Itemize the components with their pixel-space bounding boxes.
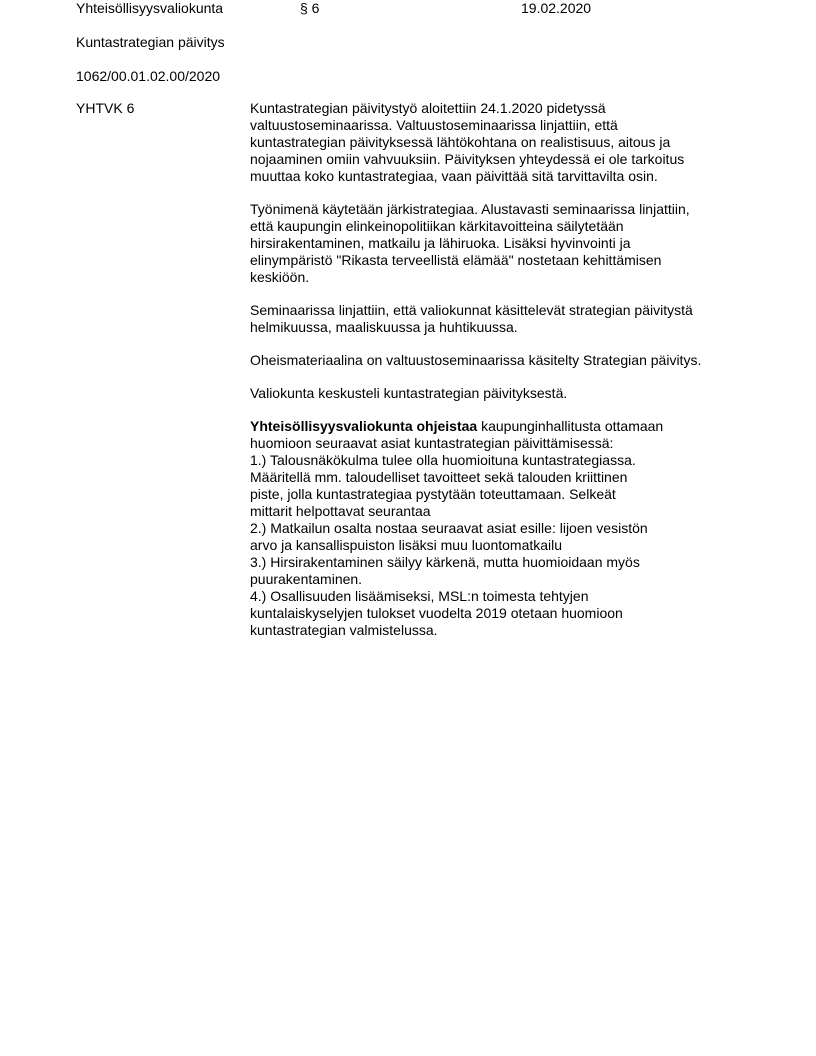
section-number: § 6 xyxy=(300,0,320,16)
meeting-date: 19.02.2020 xyxy=(521,0,592,16)
text-line: että kaupungin elinkeinopolitiikan kärkitavoitteina säilytetään xyxy=(250,218,624,234)
case-number: 1062/00.01.02.00/2020 xyxy=(76,68,221,84)
text-line: Työnimenä käytetään järkistrategiaa. Alustavasti seminaarissa linjattiin, xyxy=(250,201,690,217)
paragraph xyxy=(250,100,730,185)
list-item: 3.) Hirsirakentaminen säilyy kärkenä, mutta huomioidaan myös xyxy=(250,554,640,570)
text-line: arvo ja kansallispuiston lisäksi muu luontomatkailu xyxy=(250,537,563,553)
reference-code: YHTVK 6 xyxy=(76,100,135,116)
text-line: kuntastrategian valmistelussa. xyxy=(250,622,438,638)
paragraph xyxy=(250,385,730,402)
text-line: kuntastrategian päivityksessä lähtökohtana on realistisuus, aitous ja xyxy=(250,134,671,150)
text-line: Valiokunta keskusteli kuntastrategian päivityksestä. xyxy=(250,385,568,401)
text-line: hirsirakentaminen, matkailu ja lähiruoka. Lisäksi hyvinvointi ja xyxy=(250,235,631,251)
instruction-lead-rest: kaupunginhallitusta ottamaan xyxy=(477,418,664,434)
text-line: helmikuussa, maaliskuussa ja huhtikuussa. xyxy=(250,319,518,335)
committee-name: Yhteisöllisyysvaliokunta xyxy=(76,0,224,16)
text-line: elinympäristö "Rikasta terveellistä elämää" nostetaan kehittämisen xyxy=(250,252,662,268)
paragraph xyxy=(250,201,730,286)
text-line: valtuustoseminaarissa. Valtuustoseminaarissa linjattiin, että xyxy=(250,117,618,133)
text-line: Oheismateriaalina on valtuustoseminaarissa käsitelty Strategian päivitys. xyxy=(250,352,702,368)
text-line: piste, jolla kuntastrategiaa pystytään toteuttamaan. Selkeät xyxy=(250,486,616,502)
text-line: keskiöön. xyxy=(250,269,310,285)
text-line: Seminaarissa linjattiin, että valiokunnat käsittelevät strategian päivitystä xyxy=(250,302,693,318)
text-line: kuntalaiskyselyjen tulokset vuodelta 2019 otetaan huomioon xyxy=(250,605,623,621)
paragraph xyxy=(250,352,730,369)
list-item: 1.) Talousnäkökulma tulee olla huomioituna kuntastrategiassa. xyxy=(250,452,636,468)
list-item: 2.) Matkailun osalta nostaa seuraavat asiat esille: lijoen vesistön xyxy=(250,520,648,536)
text-line: puurakentaminen. xyxy=(250,571,363,587)
subject-title: Kuntastrategian päivitys xyxy=(76,34,225,50)
document-body xyxy=(250,100,730,639)
text-line: huomioon seuraavat asiat kuntastrategian päivittämisessä: xyxy=(250,435,614,451)
list-item: 4.) Osallisuuden lisäämiseksi, MSL:n toimesta tehtyjen xyxy=(250,588,589,604)
text-line: nojaaminen omiin vahvuuksiin. Päivityksen yhteydessä ei ole tarkoitus xyxy=(250,151,685,167)
paragraph xyxy=(250,302,730,336)
instruction-bold-lead: Yhteisöllisyysvaliokunta ohjeistaa xyxy=(250,418,478,434)
text-line: muuttaa koko kuntastrategiaa, vaan päivittää sitä tarvittavilta osin. xyxy=(250,168,658,184)
text-line: Kuntastrategian päivitystyö aloitettiin 24.1.2020 pidetyssä xyxy=(250,100,606,116)
text-line: Määritellä mm. taloudelliset tavoitteet sekä talouden kriittinen xyxy=(250,469,628,485)
instruction-lead xyxy=(250,418,730,435)
instruction-block xyxy=(250,418,730,639)
text-line: mittarit helpottavat seurantaa xyxy=(250,503,431,519)
